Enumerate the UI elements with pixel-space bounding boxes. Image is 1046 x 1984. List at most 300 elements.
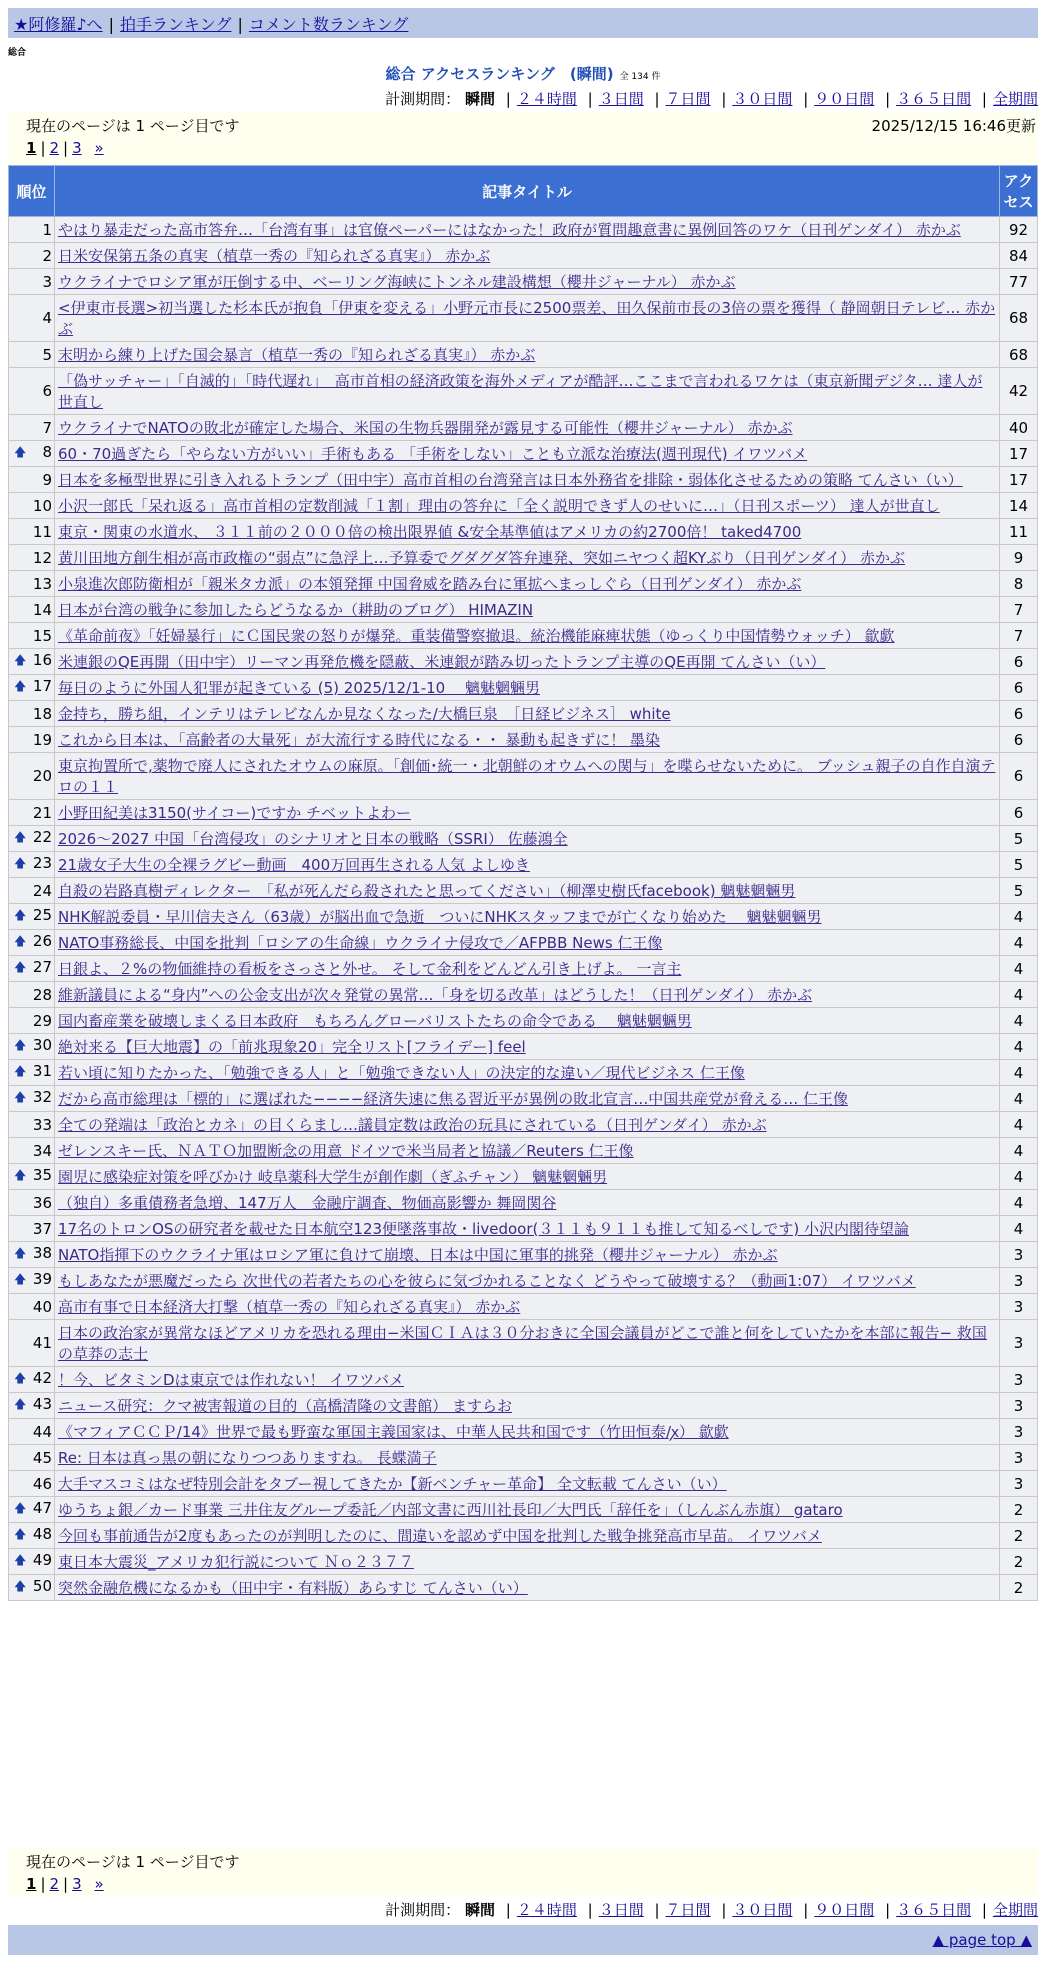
- article-link[interactable]: ウクライナでNATOの敗北が確定した場合、米国の生物兵器開発が露見する可能性（櫻井ジャーナル） 赤かぶ: [58, 419, 793, 437]
- comment-ranking-link[interactable]: コメント数ランキング: [248, 15, 409, 34]
- rank-cell: [9, 1268, 55, 1294]
- rank-cell: [9, 1164, 55, 1190]
- rank-number: 50: [32, 1577, 52, 1595]
- title-cell: [55, 243, 1000, 269]
- article-link[interactable]: 21歳女子大生の全裸ラグビー動画 400万回再生される人気 よしゆき: [58, 856, 530, 874]
- article-link[interactable]: 黄川田地方創生相が高市政権の“弱点”に急浮上…予算委でグダグダ答弁連発、突如ニヤつく超KYぶり（日刊ゲンダイ） 赤かぶ: [58, 549, 905, 567]
- title-cell: [55, 727, 1000, 753]
- period-option-30d-bottom[interactable]: ３０日間: [732, 1901, 793, 1919]
- article-link[interactable]: 日米安保第五条の真実（植草一秀の『知られざる真実』） 赤かぶ: [58, 247, 491, 265]
- access-count: 42: [1000, 368, 1038, 415]
- access-count: 6: [1000, 800, 1038, 826]
- rank-cell: [9, 852, 55, 878]
- rank-number: 7: [42, 418, 52, 437]
- rank-number: 46: [32, 1474, 52, 1493]
- title-cell: [55, 269, 1000, 295]
- table-row: [9, 1497, 1038, 1523]
- table-row: [9, 415, 1038, 441]
- title-cell: [55, 571, 1000, 597]
- rank-cell: [9, 597, 55, 623]
- rank-number: 40: [32, 1297, 52, 1316]
- access-count: 4: [1000, 904, 1038, 930]
- period-option-90d[interactable]: ９０日間: [814, 90, 875, 108]
- article-link[interactable]: 末明から練り上げた国会暴言（植草一秀の『知られざる真実』） 赤かぶ: [58, 346, 536, 364]
- rank-number: 33: [32, 1115, 52, 1134]
- table-row: [9, 800, 1038, 826]
- period-option-3d[interactable]: ３日間: [598, 90, 644, 108]
- period-label: 計測期間：: [385, 90, 461, 108]
- table-row: [9, 701, 1038, 727]
- period-option-90d-bottom[interactable]: ９０日間: [814, 1901, 875, 1919]
- rank-number: 30: [32, 1036, 52, 1054]
- rank-cell: [9, 649, 55, 675]
- article-link[interactable]: 国内畜産業を破壊しまくる日本政府 もちろんグローバリストたちの命令である 魑魅魍魎男: [58, 1012, 692, 1030]
- rank-number: 35: [32, 1166, 52, 1184]
- title-cell: [55, 675, 1000, 701]
- rank-number: 15: [32, 626, 52, 645]
- article-link[interactable]: もしあなたが悪魔だったら 次世代の若者たちの心を彼らに気づかれることなく どうやって破壊する？（動画1:07） イワツバメ: [58, 1272, 916, 1290]
- rank-cell: [9, 675, 55, 701]
- table-row: [9, 1242, 1038, 1268]
- rank-cell: [9, 878, 55, 904]
- title-cell: [55, 904, 1000, 930]
- rank-cell: [9, 217, 55, 243]
- rank-number: 1: [42, 220, 52, 239]
- table-row: [9, 675, 1038, 701]
- rank-cell: [9, 1497, 55, 1523]
- table-row: [9, 519, 1038, 545]
- article-link[interactable]: 東京・関東の水道水、 ３１１前の２０００倍の検出限界値 &安全基準値はアメリカの約2700倍！ taked4700: [58, 523, 802, 541]
- period-option-30d[interactable]: ３０日間: [732, 90, 793, 108]
- page-title: [0, 63, 1046, 84]
- rank-number: 17: [32, 677, 52, 695]
- table-row: [9, 1471, 1038, 1497]
- period-option-365d-bottom[interactable]: ３６５日間: [896, 1901, 972, 1919]
- table-row: [9, 753, 1038, 800]
- access-count: 3: [1000, 1268, 1038, 1294]
- table-row: [9, 243, 1038, 269]
- rank-number: 34: [32, 1141, 52, 1160]
- table-row: [9, 930, 1038, 956]
- title-cell: [55, 1497, 1000, 1523]
- page-link-2[interactable]: 2: [49, 139, 60, 157]
- table-row: [9, 1294, 1038, 1320]
- article-link[interactable]: だから高市総理は「標的」に選ばれた−−−−経済失速に焦る習近平が異例の敗北宣言…中国共産党が脅える… 仁王像: [58, 1090, 849, 1108]
- rank-number: 28: [32, 985, 52, 1004]
- rank-cell: [9, 826, 55, 852]
- article-link[interactable]: NHK解説委員・早川信夫さん（63歳）が脳出血で急逝 ついにNHKスタッフまでが亡くなり始めた 魑魅魍魎男: [58, 908, 822, 926]
- title-cell: [55, 800, 1000, 826]
- rank-number: 4: [42, 309, 52, 327]
- table-row: [9, 1320, 1038, 1367]
- table-row: [9, 1419, 1038, 1445]
- rank-number: 43: [32, 1395, 52, 1413]
- article-link[interactable]: 日銀よ、２%の物価維持の看板をさっさと外せ。 そして金利をどんどん引き上げよ。 一言主: [58, 960, 682, 978]
- title-cell: [55, 597, 1000, 623]
- table-row: [9, 269, 1038, 295]
- page-top-link[interactable]: ▲ page top ▲: [932, 1931, 1032, 1949]
- article-link[interactable]: 17名のトロンOSの研究者を載せた日本航空123便墜落事故・livedoor(３１１も９１１も推して知るべしです) 小沢内閣待望論: [58, 1220, 910, 1238]
- page-next-bottom[interactable]: »: [94, 1875, 104, 1893]
- rank-number: 48: [32, 1525, 52, 1543]
- pagination-bottom: 1 | 2 | 3 »: [26, 1875, 104, 1893]
- title-cell: [55, 1216, 1000, 1242]
- access-count: 4: [1000, 1034, 1038, 1060]
- ranking-title: 総合 アクセスランキング (瞬間): [385, 65, 614, 83]
- rank-cell: [9, 1445, 55, 1471]
- title-cell: [55, 1060, 1000, 1086]
- rank-number: 2: [42, 246, 52, 265]
- access-count: 4: [1000, 1164, 1038, 1190]
- rank-number: 45: [32, 1448, 52, 1467]
- article-link[interactable]: <伊東市長選>初当選した杉本氏が抱負「伊東を変える」小野元市長に2500票差、田久保前市長の3倍の票を獲得（ 静岡朝日テレビ… 赤かぶ: [58, 299, 996, 338]
- title-cell: [55, 1320, 1000, 1367]
- rank-up-arrow-icon: 🡅: [14, 908, 27, 922]
- article-link[interactable]: 今回も事前通告が2度もあったのが判明したのに、間違いを認めず中国を批判した戦争挑発高市早苗。 イワツバメ: [58, 1527, 822, 1545]
- access-count: 77: [1000, 269, 1038, 295]
- article-link[interactable]: NATO指揮下のウクライナ軍はロシア軍に負けて崩壊、日本は中国に軍事的挑発（櫻井ジャーナル） 赤かぶ: [58, 1246, 778, 1264]
- article-link[interactable]: 小野田紀美は3150(サイコー)ですか チベットよわー: [58, 804, 411, 822]
- title-cell: [55, 1008, 1000, 1034]
- title-cell: [55, 519, 1000, 545]
- rank-number: 5: [42, 345, 52, 364]
- article-link[interactable]: 園児に感染症対策を呼びかけ 岐阜薬科大学生が創作劇（ぎふチャン） 魑魅魍魎男: [58, 1168, 608, 1186]
- rank-cell: [9, 1060, 55, 1086]
- access-count: 2: [1000, 1497, 1038, 1523]
- rank-up-arrow-icon: 🡅: [14, 934, 27, 948]
- access-count: 6: [1000, 727, 1038, 753]
- title-cell: [55, 1294, 1000, 1320]
- access-count: 5: [1000, 826, 1038, 852]
- pager-top: [8, 112, 1038, 164]
- rank-cell: [9, 1034, 55, 1060]
- access-count: 6: [1000, 649, 1038, 675]
- page-link-3-bottom[interactable]: 3: [72, 1875, 82, 1893]
- article-link[interactable]: ゼレンスキー氏、ＮＡＴＯ加盟断念の用意 ドイツで米当局者と協議／Reuters 仁王像: [58, 1142, 634, 1160]
- rank-cell: [9, 269, 55, 295]
- article-link[interactable]: Re: 日本は真っ黒の朝になりつつありますね。 長蝶満子: [58, 1449, 437, 1467]
- title-cell: [55, 930, 1000, 956]
- article-link[interactable]: NATO事務総長、中国を批判「ロシアの生命線」ウクライナ侵攻で／AFPBB News 仁王像: [58, 934, 663, 952]
- home-link[interactable]: ★阿修羅♪へ: [14, 15, 103, 34]
- table-row: [9, 1164, 1038, 1190]
- rank-cell: [9, 1575, 55, 1601]
- title-cell: [55, 956, 1000, 982]
- table-row: [9, 441, 1038, 467]
- title-cell: [55, 1523, 1000, 1549]
- access-count: 3: [1000, 1320, 1038, 1367]
- table-row: [9, 1268, 1038, 1294]
- article-link[interactable]: ウクライナでロシア軍が圧倒する中、ベーリング海峡にトンネル建設構想（櫻井ジャーナル） 赤かぶ: [58, 273, 736, 291]
- rank-number: 26: [32, 932, 52, 950]
- access-count: 3: [1000, 1419, 1038, 1445]
- rank-up-arrow-icon: 🡅: [14, 1371, 27, 1385]
- article-link[interactable]: 小沢一郎氏「呆れ返る」高市首相の定数削減「１割」理由の答弁に「全く説明できず人のせいに…」（日刊スポーツ） 達人が世直し: [58, 497, 940, 515]
- access-count: 84: [1000, 243, 1038, 269]
- table-row: [9, 1034, 1038, 1060]
- rank-up-arrow-icon: 🡅: [14, 1579, 27, 1593]
- title-cell: [55, 1419, 1000, 1445]
- article-link[interactable]: 2026〜2027 中国「台湾侵攻」のシナリオと日本の戦略（SSRI） 佐藤鴻全: [58, 830, 568, 848]
- rank-cell: [9, 904, 55, 930]
- title-cell: [55, 1112, 1000, 1138]
- rank-number: 16: [32, 651, 52, 669]
- article-link[interactable]: 日本を多極型世界に引き入れるトランプ（田中宇）高市首相の台湾発言は日本外務省を排除・弱体化させるための策略 てんさい（い）: [58, 471, 963, 489]
- rank-number: 14: [32, 600, 52, 619]
- rank-up-arrow-icon: 🡅: [14, 1553, 27, 1567]
- period-selector-top: 計測期間： 瞬間 | ２４時間 | ３日間 | ７日間 | ３０日間 | ９０日間 | ３６５日間 | 全期間: [385, 90, 1038, 108]
- rank-cell: [9, 1549, 55, 1575]
- title-cell: [55, 295, 1000, 342]
- bottom-bar: [8, 1925, 1038, 1955]
- title-cell: [55, 649, 1000, 675]
- article-link[interactable]: 全ての発端は「政治とカネ」の目くらまし…議員定数は政治の玩具にされている（日刊ゲンダイ） 赤かぶ: [58, 1116, 767, 1134]
- rank-number: 12: [32, 548, 52, 567]
- header-title: 記事タイトル: [55, 166, 1000, 217]
- title-cell: [55, 1138, 1000, 1164]
- title-cell: [55, 826, 1000, 852]
- article-link[interactable]: やはり暴走だった高市答弁…「台湾有事」は官僚ペーパーにはなかった！政府が質問趣意書に異例回答のワケ（日刊ゲンダイ） 赤かぶ: [58, 221, 961, 239]
- header-count: アクセス: [1000, 166, 1038, 217]
- rank-up-arrow-icon: 🡅: [14, 1501, 27, 1515]
- pagination: 1 | 2 | 3 »: [26, 139, 104, 157]
- title-cell: [55, 1445, 1000, 1471]
- article-link[interactable]: 小泉進次郎防衛相が「親米タカ派」の本領発揮 中国脅威を踏み台に軍拡へまっしぐら（日刊ゲンダイ） 赤かぶ: [58, 575, 802, 593]
- article-link[interactable]: 東京拘置所で,薬物で廃人にされたオウムの麻原。「創価･統一・北朝鮮のオウムへの関与」を喋らせないために。 ブッシュ親子の自作自演テロの１１: [58, 757, 996, 796]
- rank-cell: [9, 1216, 55, 1242]
- table-row: [9, 1060, 1038, 1086]
- rank-cell: [9, 982, 55, 1008]
- period-option-3d-bottom[interactable]: ３日間: [598, 1901, 644, 1919]
- rank-up-arrow-icon: 🡅: [14, 1090, 27, 1104]
- page-current-bottom: 1: [26, 1875, 37, 1893]
- table-row: [9, 1549, 1038, 1575]
- table-row: [9, 571, 1038, 597]
- access-count: 6: [1000, 753, 1038, 800]
- rank-up-arrow-icon: 🡅: [14, 960, 27, 974]
- title-cell: [55, 1164, 1000, 1190]
- table-row: [9, 342, 1038, 368]
- title-cell: [55, 878, 1000, 904]
- table-row: [9, 1190, 1038, 1216]
- period-label-bottom: 計測期間：: [385, 1901, 461, 1919]
- rank-number: 39: [32, 1270, 52, 1288]
- article-link[interactable]: 《マフィアＣＣＰ/14》世界で最も野蛮な軍国主義国家は、中華人民共和国です（竹田恒泰/ꭗ） 歙歔: [58, 1423, 729, 1441]
- access-count: 3: [1000, 1445, 1038, 1471]
- title-cell: [55, 982, 1000, 1008]
- article-link[interactable]: 自殺の岩路真樹ディレクター 「私が死んだら殺されたと思ってください」（柳澤史樹氏facebook) 魑魅魍魎男: [58, 882, 796, 900]
- article-link[interactable]: 突然金融危機になるかも（田中宇・有料版）あらすじ てんさい（い）: [58, 1579, 528, 1597]
- title-cell: [55, 1549, 1000, 1575]
- article-link[interactable]: 大手マスコミはなぜ特別会計をタブー視してきたか【新ベンチャー革命】 全文転載 てんさい（い）: [58, 1475, 727, 1493]
- rank-number: 24: [32, 881, 52, 900]
- table-row: [9, 1008, 1038, 1034]
- access-count: 3: [1000, 1294, 1038, 1320]
- rank-up-arrow-icon: 🡅: [14, 679, 27, 693]
- title-cell: [55, 701, 1000, 727]
- period-option-all-bottom[interactable]: 全期間: [992, 1901, 1038, 1919]
- rank-number: 41: [32, 1334, 52, 1352]
- table-row: [9, 368, 1038, 415]
- rank-cell: [9, 1523, 55, 1549]
- title-cell: [55, 368, 1000, 415]
- article-link[interactable]: 絶対来る【巨大地震】の「前兆現象20」完全リスト[フライデー] feel: [58, 1038, 526, 1056]
- rank-number: 38: [32, 1244, 52, 1262]
- access-count: 7: [1000, 597, 1038, 623]
- period-option-7d[interactable]: ７日間: [665, 90, 711, 108]
- clap-ranking-link[interactable]: 拍手ランキング: [119, 15, 232, 34]
- rank-up-arrow-icon: 🡅: [14, 1272, 27, 1286]
- title-cell: [55, 342, 1000, 368]
- rank-number: 8: [42, 443, 52, 461]
- rank-cell: [9, 571, 55, 597]
- article-link[interactable]: これから日本は、「高齢者の大量死」が大流行する時代になる・・ 暴動も起きずに！ 墨染: [58, 731, 661, 749]
- table-row: [9, 467, 1038, 493]
- rank-number: 31: [32, 1062, 52, 1080]
- rank-cell: [9, 956, 55, 982]
- page-next[interactable]: »: [94, 139, 104, 157]
- article-link[interactable]: 毎日のように外国人犯罪が起きている (5) 2025/12/1-10 魑魅魍魎男: [58, 679, 540, 697]
- rank-number: 19: [32, 730, 52, 749]
- rank-cell: [9, 1471, 55, 1497]
- table-row: [9, 1575, 1038, 1601]
- rank-cell: [9, 1086, 55, 1112]
- period-current-bottom: 瞬間: [464, 1901, 495, 1919]
- rank-number: 32: [32, 1088, 52, 1106]
- access-count: 2: [1000, 1575, 1038, 1601]
- rank-cell: [9, 753, 55, 800]
- article-link[interactable]: 東日本大震災_アメリカ犯行説について Ｎｏ２３７７: [58, 1553, 414, 1571]
- top-nav-bar: ★阿修羅♪へ | 拍手ランキング | コメント数ランキング: [8, 8, 1038, 38]
- access-count: 3: [1000, 1471, 1038, 1497]
- rank-number: 29: [32, 1011, 52, 1030]
- page-current: 1: [26, 139, 37, 157]
- period-option-7d-bottom[interactable]: ７日間: [665, 1901, 711, 1919]
- article-link[interactable]: 維新議員による“身内”への公金支出が次々発覚の異常…「身を切る改革」はどうした！（日刊ゲンダイ） 赤かぶ: [58, 986, 813, 1004]
- rank-up-arrow-icon: 🡅: [14, 445, 27, 459]
- access-count: 4: [1000, 1086, 1038, 1112]
- rank-cell: [9, 368, 55, 415]
- table-row: [9, 217, 1038, 243]
- rank-number: 36: [32, 1193, 52, 1212]
- article-link[interactable]: 若い頃に知りたかった、「勉強できる人」と「勉強できない人」の決定的な違い／現代ビジネス 仁王像: [58, 1064, 745, 1082]
- rank-cell: [9, 1112, 55, 1138]
- access-count: 4: [1000, 930, 1038, 956]
- rank-cell: [9, 519, 55, 545]
- rank-number: 21: [32, 803, 52, 822]
- access-count: 4: [1000, 1190, 1038, 1216]
- title-cell: [55, 623, 1000, 649]
- article-link[interactable]: 金持ち，勝ち組，インテリはテレビなんか見なくなった/大橋巨泉 ［日経ビジネス］ white: [58, 705, 671, 723]
- rank-cell: [9, 1367, 55, 1393]
- rank-cell: [9, 493, 55, 519]
- rank-cell: [9, 467, 55, 493]
- pager-bottom: [8, 1848, 1038, 1896]
- rank-number: 49: [32, 1551, 52, 1569]
- rank-number: 22: [32, 828, 52, 846]
- title-cell: [55, 1575, 1000, 1601]
- title-cell: [55, 1471, 1000, 1497]
- table-row: [9, 295, 1038, 342]
- article-link[interactable]: ニュース研究：クマ被害報道の目的（高橋清隆の文書館） ますらお: [58, 1397, 513, 1415]
- article-link[interactable]: 日本の政治家が異常なほどアメリカを恐れる理由−米国ＣＩＡは３０分おきに全国会議員がどこで誰と何をしていたかを本部に報告− 救国の草莽の志士: [58, 1324, 987, 1363]
- access-count: 68: [1000, 342, 1038, 368]
- rank-number: 44: [32, 1422, 52, 1441]
- access-count: 8: [1000, 571, 1038, 597]
- rank-number: 18: [32, 704, 52, 723]
- page-link-3[interactable]: 3: [72, 139, 82, 157]
- title-cell: [55, 441, 1000, 467]
- rank-cell: [9, 1008, 55, 1034]
- rank-number: 3: [42, 272, 52, 291]
- table-row: [9, 1393, 1038, 1419]
- rank-up-arrow-icon: 🡅: [14, 1527, 27, 1541]
- rank-number: 13: [32, 574, 52, 593]
- table-row: [9, 1086, 1038, 1112]
- article-link[interactable]: （独自）多重債務者急増、147万人 金融庁調査、物価高影響か 舞岡関谷: [58, 1194, 557, 1212]
- article-link[interactable]: ！今、ビタミンDは東京では作れない！ イワツバメ: [58, 1371, 405, 1389]
- access-count: 11: [1000, 519, 1038, 545]
- rank-up-arrow-icon: 🡅: [14, 1038, 27, 1052]
- period-option-all[interactable]: 全期間: [992, 90, 1038, 108]
- access-count: 14: [1000, 493, 1038, 519]
- access-count: 4: [1000, 982, 1038, 1008]
- total-count: 全 134 件: [619, 72, 661, 82]
- access-count: 5: [1000, 852, 1038, 878]
- period-option-24h[interactable]: ２４時間: [516, 90, 577, 108]
- access-count: 2: [1000, 1549, 1038, 1575]
- access-count: 2: [1000, 1523, 1038, 1549]
- article-link[interactable]: 「偽サッチャー」「自滅的」「時代遅れ」 高市首相の経済政策を海外メディアが酷評…ここまで言われるワケは（東京新聞デジタ… 達人が世直し: [58, 372, 983, 411]
- period-option-365d[interactable]: ３６５日間: [896, 90, 972, 108]
- table-row: [9, 878, 1038, 904]
- article-link[interactable]: 日本が台湾の戦争に参加したらどうなるか（耕助のブログ） HIMAZIN: [58, 601, 534, 619]
- rank-cell: [9, 1320, 55, 1367]
- title-cell: [55, 545, 1000, 571]
- article-link[interactable]: 高市有事で日本経済大打撃（植草一秀の『知られざる真実』） 赤かぶ: [58, 1298, 521, 1316]
- rank-cell: [9, 342, 55, 368]
- table-row: [9, 826, 1038, 852]
- rank-up-arrow-icon: 🡅: [14, 1064, 27, 1078]
- title-cell: [55, 1268, 1000, 1294]
- table-row: [9, 1216, 1038, 1242]
- article-link[interactable]: 米連銀のQE再開（田中宇）リーマン再発危機を隠蔽、米連銀が踏み切ったトランプ主導のQE再開 てんさい（い）: [58, 653, 826, 671]
- article-link[interactable]: 《革命前夜》「妊婦暴行」にＣ国民衆の怒りが爆発。重装備警察撤退。統治機能麻痺状態（ゆっくり中国情勢ウォッチ） 歙歔: [58, 627, 895, 645]
- table-row: [9, 1445, 1038, 1471]
- title-cell: [55, 1190, 1000, 1216]
- title-cell: [55, 1393, 1000, 1419]
- page-link-2-bottom[interactable]: 2: [49, 1875, 60, 1893]
- table-row: [9, 982, 1038, 1008]
- title-cell: [55, 217, 1000, 243]
- rank-cell: [9, 1294, 55, 1320]
- article-link[interactable]: ゆうちょ銀／カード事業 三井住友グループ委託／内部文書に西川社長印／大門氏「辞任を」（しんぶん赤旗） gataro: [58, 1501, 843, 1519]
- table-row: [9, 852, 1038, 878]
- access-count: 7: [1000, 623, 1038, 649]
- period-option-24h-bottom[interactable]: ２４時間: [516, 1901, 577, 1919]
- rank-number: 25: [32, 906, 52, 924]
- rank-up-arrow-icon: 🡅: [14, 653, 27, 667]
- rank-cell: [9, 415, 55, 441]
- table-row: [9, 1367, 1038, 1393]
- rank-up-arrow-icon: 🡅: [14, 830, 27, 844]
- section-label: 総合: [8, 48, 27, 58]
- rank-number: 6: [42, 382, 52, 400]
- period-current: 瞬間: [464, 90, 495, 108]
- article-link[interactable]: 60・70過ぎたら「やらない方がいい」手術もある 「手術をしない」ことも立派な治療法(週刊現代) イワツバメ: [58, 445, 808, 463]
- access-count: 6: [1000, 701, 1038, 727]
- rank-number: 9: [42, 470, 52, 489]
